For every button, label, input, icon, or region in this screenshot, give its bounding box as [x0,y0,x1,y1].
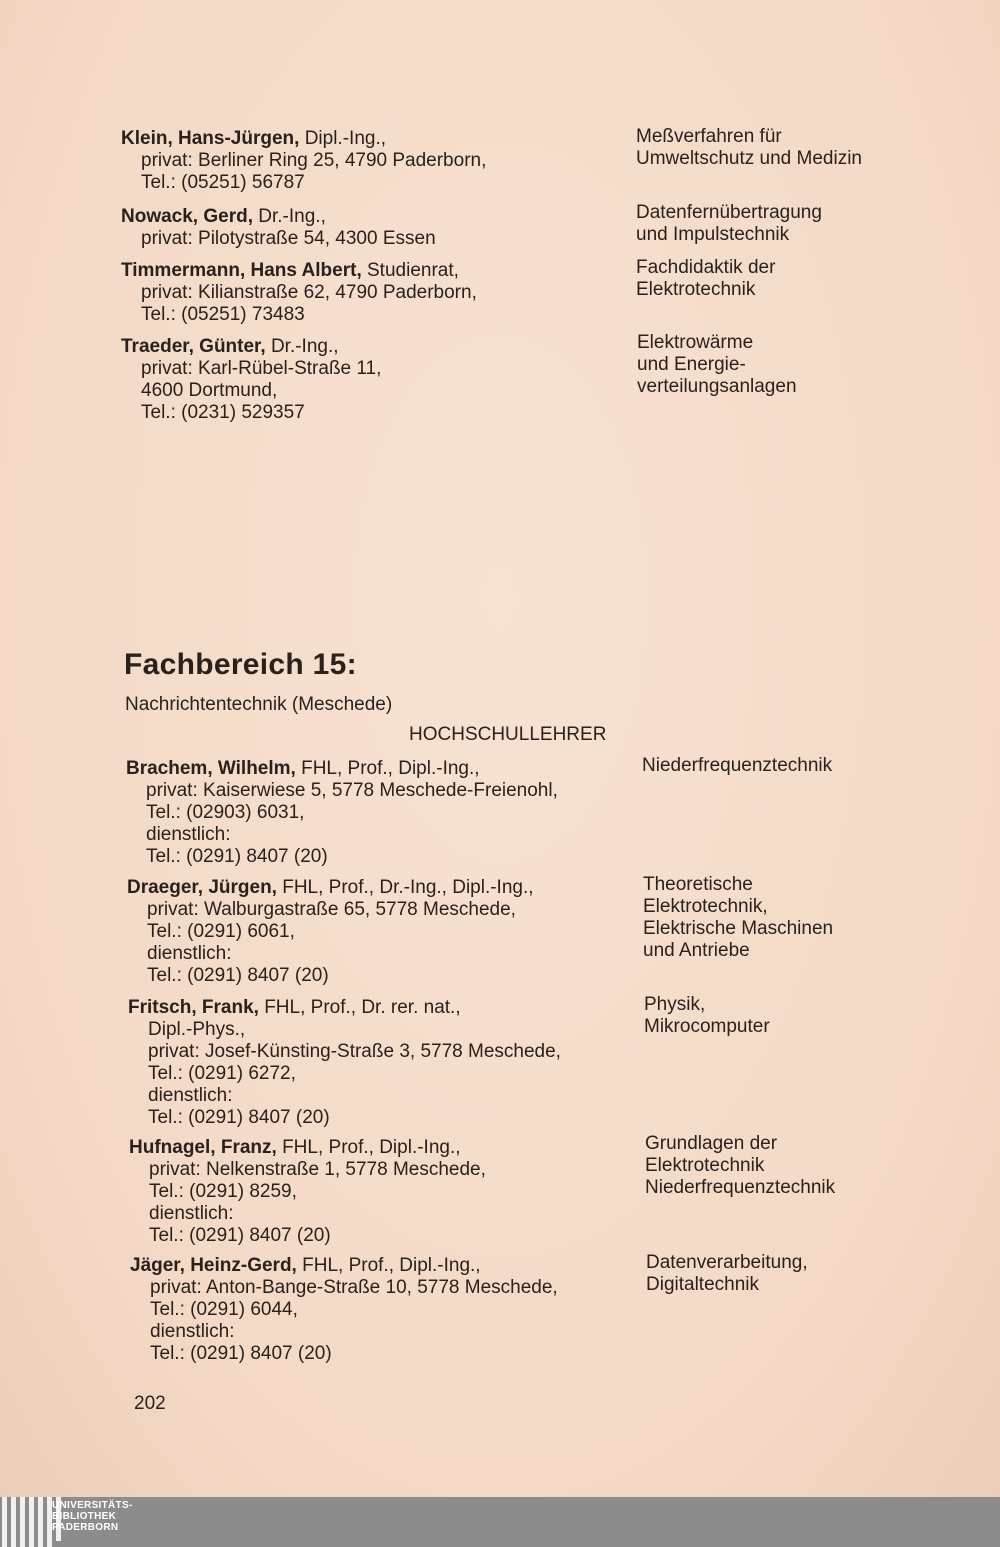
person-title: Dr.-Ing., [265,336,339,357]
subject-line: Elektrotechnik, [643,896,768,917]
subject-nowack [636,202,822,246]
person-name: Hufnagel, Franz, [129,1137,277,1158]
address-line: privat: Josef-Künsting-Straße 3, 5778 Meschede, [148,1041,561,1062]
phone-line: Tel.: (0231) 529357 [141,402,305,423]
subject-line: Elektrische Maschinen [643,918,834,939]
subject-line: und Energie- [637,354,746,375]
subject-klein [636,126,862,170]
address-line: privat: Pilotystraße 54, 4300 Essen [141,228,436,249]
library-name-line: PADERBORN [52,1522,119,1533]
address-line: 4600 Dortmund, [141,380,278,401]
subject-line: Elektrowärme [637,332,754,353]
phone-line: Tel.: (0291) 8407 (20) [150,1343,332,1364]
office-label: dienstlich: [147,943,232,964]
entry-fritsch [128,997,561,1129]
person-name: Jäger, Heinz-Gerd, [130,1255,297,1276]
subject-line: Fachdidaktik der [636,257,776,278]
entry-hufnagel [129,1137,486,1247]
address-line: privat: Anton-Bange-Straße 10, 5778 Meschede, [150,1277,558,1298]
library-name-line: BIBLIOTHEK [52,1511,117,1522]
subject-line: und Impulstechnik [636,224,790,245]
subject-hufnagel [645,1133,835,1199]
person-title: Studienrat, [361,260,459,281]
office-label: dienstlich: [150,1321,235,1342]
phone-line: Tel.: (0291) 8407 (20) [149,1225,331,1246]
person-title: Dipl.-Ing., [299,128,387,149]
subject-line: Grundlagen der [645,1133,778,1154]
phone-line: Tel.: (0291) 8407 (20) [148,1107,330,1128]
page-number: 202 [134,1393,166,1414]
subject-line: Meßverfahren für [636,126,782,147]
entry-jaeger [130,1255,558,1365]
subject-line: Physik, [644,994,706,1015]
subject-line: Mikrocomputer [644,1016,770,1037]
person-title: FHL, Prof., Dipl.-Ing., [276,1137,461,1158]
entry-klein [121,128,486,194]
library-name-line: UNIVERSITÄTS- [52,1500,133,1511]
person-name: Timmermann, Hans Albert, [121,260,362,281]
person-title: Dr.-Ing., [253,206,326,227]
person-name: Traeder, Günter, [121,336,266,357]
address-line: privat: Karl-Rübel-Straße 11, [141,358,382,379]
subject-fritsch [644,994,770,1038]
office-label: dienstlich: [148,1085,233,1106]
subject-line: Elektrotechnik [645,1155,765,1176]
library-footer [0,1497,1000,1547]
subject-timmermann [636,257,775,301]
address-line: privat: Kaiserwiese 5, 5778 Meschede-Freienohl, [146,780,558,801]
phone-line: Tel.: (0291) 8259, [149,1181,297,1202]
subject-line: Niederfrequenztechnik [642,755,833,776]
address-line: privat: Walburgastraße 65, 5778 Meschede, [147,899,516,920]
entry-nowack [121,206,436,250]
office-label: dienstlich: [146,824,231,845]
section-title: Fachbereich 15: [124,648,357,681]
phone-line: Tel.: (0291) 6272, [148,1063,296,1084]
address-line: privat: Nelkenstraße 1, 5778 Meschede, [149,1159,486,1180]
address-line: privat: Kilianstraße 62, 4790 Paderborn, [141,282,477,303]
library-name [52,1500,133,1533]
degree-line: Dipl.-Phys., [148,1019,246,1040]
person-title: FHL, Prof., Dipl.-Ing., [296,1255,481,1276]
subject-line: Datenfernübertragung [636,202,822,223]
person-name: Draeger, Jürgen, [127,877,277,898]
subject-line: Datenverarbeitung, [646,1252,808,1273]
phone-line: Tel.: (0291) 8407 (20) [146,846,328,867]
phone-line: Tel.: (05251) 73483 [141,304,305,325]
subject-line: verteilungsanlagen [637,376,797,397]
person-title: FHL, Prof., Dr. rer. nat., [258,997,461,1018]
subject-line: und Antriebe [643,940,750,961]
person-name: Klein, Hans-Jürgen, [121,128,300,149]
subject-line: Digitaltechnik [646,1274,759,1295]
entry-timmermann [121,260,477,326]
person-name: Nowack, Gerd, [121,206,253,227]
subject-line: Theoretische [643,874,753,895]
subject-brachem [642,755,832,777]
subject-line: Niederfrequenztechnik [645,1177,836,1198]
subject-traeder [637,332,797,398]
office-label: dienstlich: [149,1203,234,1224]
section-label: HOCHSCHULLEHRER [409,724,607,745]
person-name: Fritsch, Frank, [128,997,259,1018]
phone-line: Tel.: (0291) 8407 (20) [147,965,329,986]
section-subtitle: Nachrichtentechnik (Meschede) [125,694,393,715]
entry-draeger [127,877,534,987]
address-line: privat: Berliner Ring 25, 4790 Paderborn, [141,150,487,171]
entry-traeder [121,336,381,424]
person-title: FHL, Prof., Dipl.-Ing., [295,758,480,779]
subject-line: Umweltschutz und Medizin [636,148,862,169]
subject-jaeger [646,1252,808,1296]
subject-draeger [643,874,833,962]
person-title: FHL, Prof., Dr.-Ing., Dipl.-Ing., [276,877,534,898]
phone-line: Tel.: (0291) 6044, [150,1299,298,1320]
phone-line: Tel.: (05251) 56787 [141,172,305,193]
phone-line: Tel.: (0291) 6061, [147,921,295,942]
phone-line: Tel.: (02903) 6031, [146,802,305,823]
entry-brachem [126,758,558,868]
person-name: Brachem, Wilhelm, [126,758,296,779]
subject-line: Elektrotechnik [636,279,756,300]
